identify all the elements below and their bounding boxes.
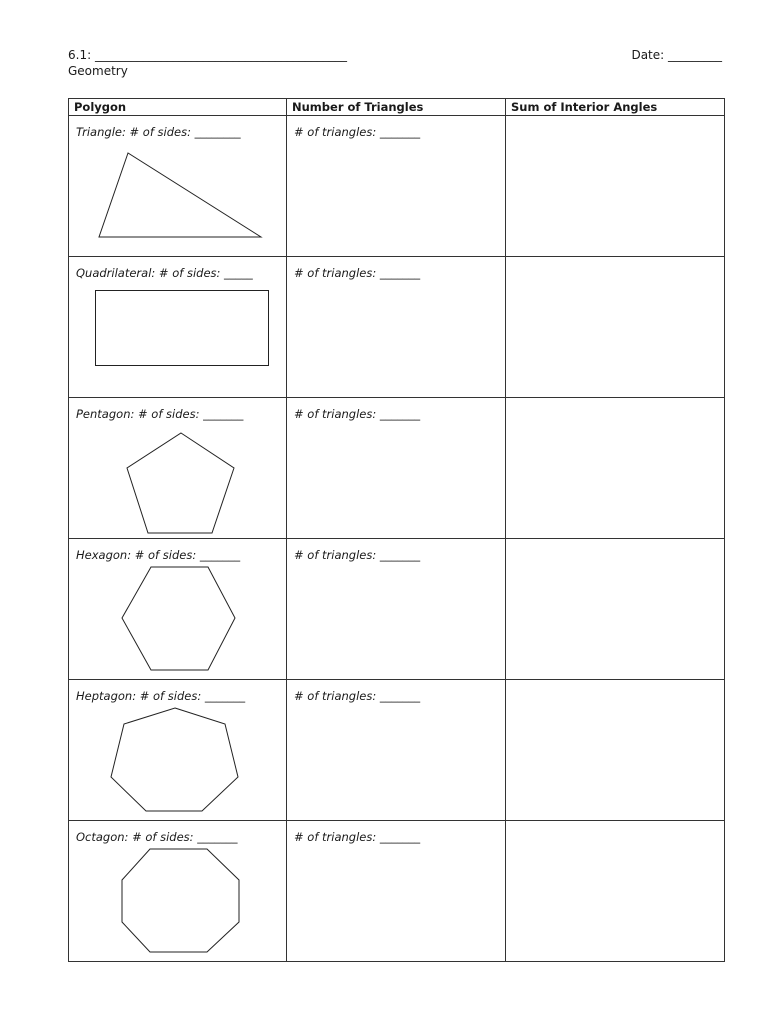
- interior-angles-cell[interactable]: [506, 398, 725, 539]
- triangles-cell: [287, 398, 506, 539]
- triangles-label[interactable]: # of triangles: _______: [294, 830, 421, 844]
- polygon-cell: [69, 257, 287, 398]
- table-row: [69, 398, 725, 539]
- polygon-label[interactable]: Octagon: # of sides: _______: [76, 830, 238, 844]
- header-polygon: Polygon: [69, 99, 287, 116]
- triangles-cell: [287, 821, 506, 962]
- interior-angles-cell[interactable]: [506, 821, 725, 962]
- triangle-icon: [91, 143, 271, 243]
- table-row: [69, 257, 725, 398]
- triangles-label[interactable]: # of triangles: _______: [294, 266, 421, 280]
- triangles-cell: [287, 116, 506, 257]
- polygon-cell: [69, 821, 287, 962]
- course-name: Geometry: [68, 64, 128, 78]
- triangles-cell: [287, 680, 506, 821]
- triangles-cell: [287, 539, 506, 680]
- polygon-cell: [69, 539, 287, 680]
- triangles-cell: [287, 257, 506, 398]
- pentagon-icon: [91, 425, 271, 535]
- rectangle-icon: [91, 284, 271, 384]
- triangles-label[interactable]: # of triangles: _______: [294, 407, 421, 421]
- polygon-label[interactable]: Hexagon: # of sides: _______: [76, 548, 241, 562]
- polygon-label[interactable]: Pentagon: # of sides: _______: [76, 407, 244, 421]
- table-row: [69, 539, 725, 680]
- triangles-label[interactable]: # of triangles: _______: [294, 689, 421, 703]
- polygon-cell: [69, 680, 287, 821]
- interior-angles-cell[interactable]: [506, 257, 725, 398]
- header-sum-of-interior-angles: Sum of Interior Angles: [506, 99, 725, 116]
- polygon-label[interactable]: Triangle: # of sides: ________: [76, 125, 241, 139]
- worksheet-header: [68, 47, 347, 79]
- interior-angles-cell[interactable]: [506, 539, 725, 680]
- table-header-row: [69, 99, 725, 116]
- table-row: [69, 680, 725, 821]
- polygon-label[interactable]: Heptagon: # of sides: _______: [76, 689, 246, 703]
- hexagon-icon: [91, 566, 271, 676]
- polygon-worksheet-table: [68, 98, 725, 962]
- table-row: [69, 821, 725, 962]
- table-row: [69, 116, 725, 257]
- polygon-label[interactable]: Quadrilateral: # of sides: _____: [76, 266, 253, 280]
- triangles-label[interactable]: # of triangles: _______: [294, 548, 421, 562]
- header-number-of-triangles: Number of Triangles: [287, 99, 506, 116]
- interior-angles-cell[interactable]: [506, 116, 725, 257]
- triangles-label[interactable]: # of triangles: _______: [294, 125, 421, 139]
- polygon-cell: [69, 398, 287, 539]
- lesson-title-line: 6.1: __________________________________________: [68, 48, 347, 62]
- date-line: Date: _________: [631, 48, 722, 62]
- octagon-icon: [91, 848, 271, 958]
- interior-angles-cell[interactable]: [506, 680, 725, 821]
- heptagon-icon: [91, 707, 271, 817]
- polygon-cell: [69, 116, 287, 257]
